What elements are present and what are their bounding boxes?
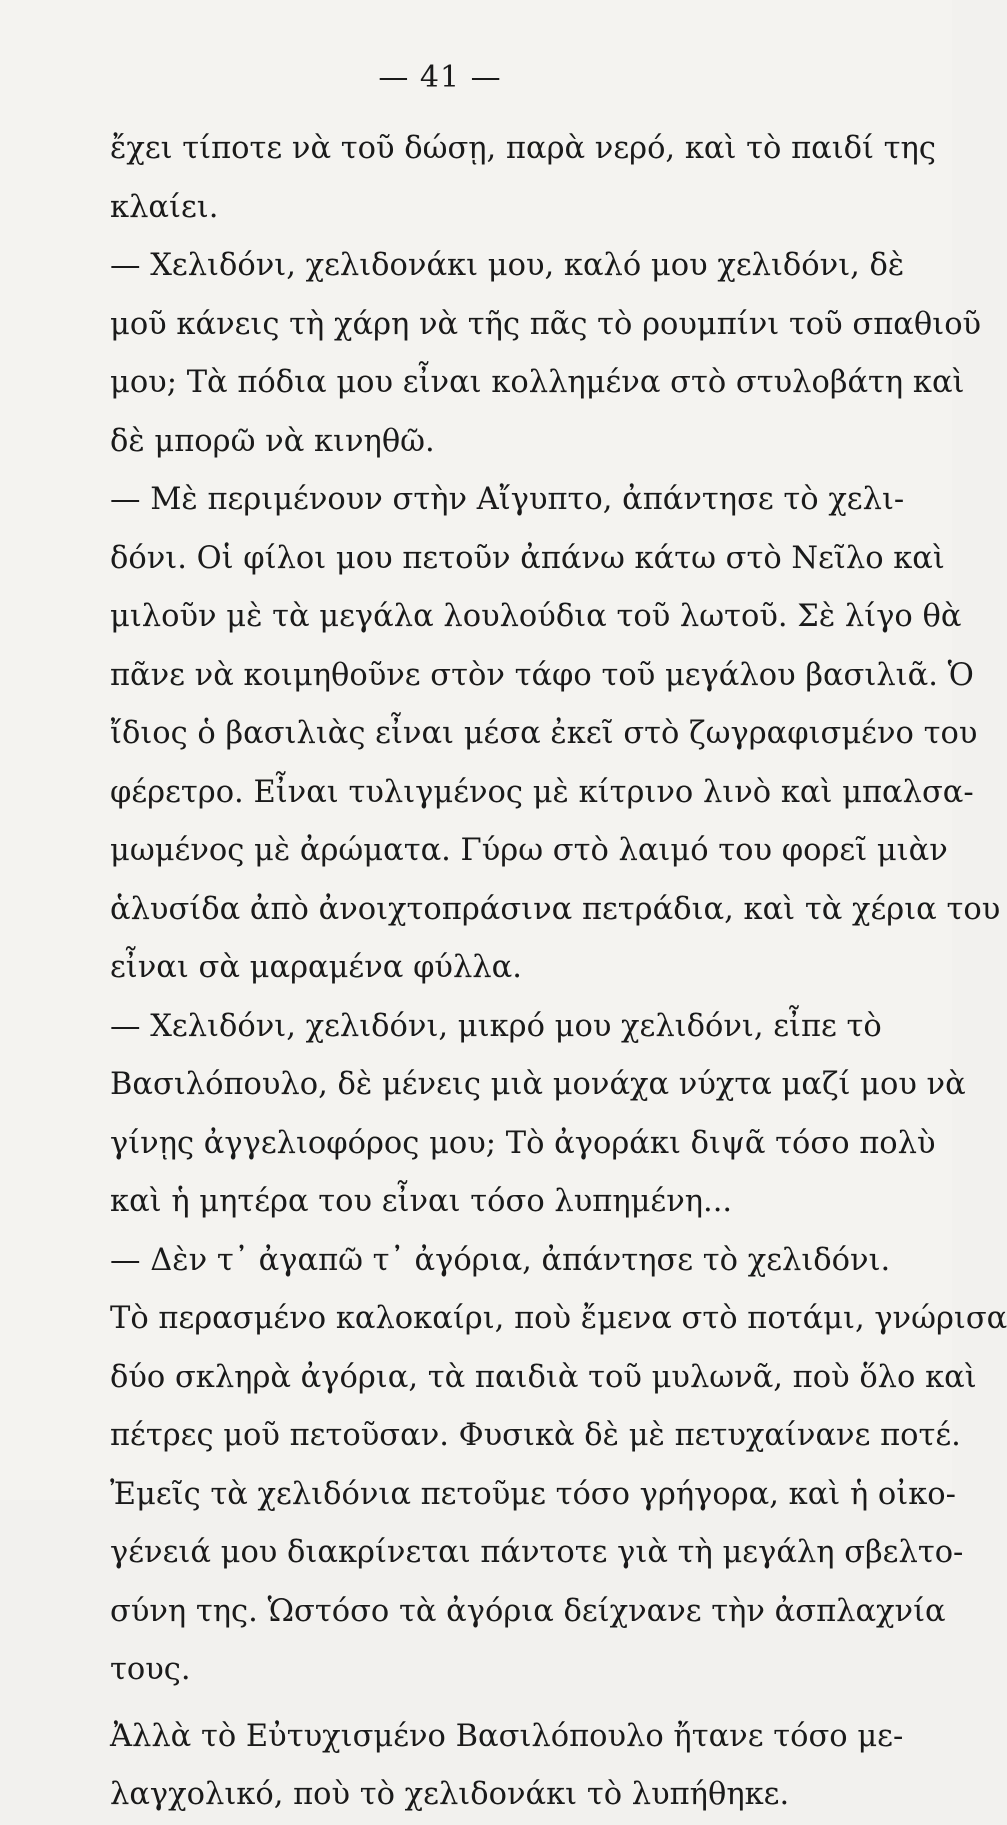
text-line: — Μὲ περιμένουν στὴν Αἴγυπτο, ἀπάντησε τὸ χελι-	[110, 482, 905, 517]
text-line: εἶναι σὰ μαραμένα φύλλα.	[110, 950, 522, 985]
text-line: ἴδιος ὁ βασιλιὰς εἶναι μέσα ἐκεῖ στὸ ζωγραφισμένο του	[110, 716, 978, 751]
text-line: δόνι. Οἱ φίλοι μου πετοῦν ἀπάνω κάτω στὸ Νεῖλο καὶ	[110, 540, 945, 576]
text-line: μοῦ κάνεις τὴ χάρη νὰ τῆς πᾶς τὸ ρουμπίνι τοῦ σπαθιοῦ	[110, 306, 982, 342]
text-line: σύνη της. Ὡστόσο τὰ ἀγόρια δείχνανε τὴν ἀσπλαχνία	[110, 1593, 946, 1629]
text-line: ἁλυσίδα ἀπὸ ἀνοιχτοπράσινα πετράδια, καὶ τὰ χέρια του	[110, 891, 1001, 927]
text-line: μιλοῦν μὲ τὰ μεγάλα λουλούδια τοῦ λωτοῦ. Σὲ λίγο θὰ	[110, 599, 962, 634]
text-line: μου; Τὰ πόδια μου εἶναι κολλημένα στὸ στυλοβάτη καὶ	[110, 365, 965, 400]
text-line: γίνῃς ἀγγελιοφόρος μου; Τὸ ἀγοράκι διψᾶ τόσο πολὺ	[110, 1125, 936, 1161]
text-line: γένειά μου διακρίνεται πάντοτε γιὰ τὴ μεγάλη σβελτο-	[110, 1535, 964, 1570]
text-line: — Χελιδόνι, χελιδόνι, μικρό μου χελιδόνι, εἶπε τὸ	[110, 1008, 882, 1044]
text-line: πᾶνε νὰ κοιμηθοῦνε στὸν τάφο τοῦ μεγάλου βασιλιᾶ. Ὁ	[110, 657, 974, 693]
text-line: Τὸ περασμένο καλοκαίρι, ποὺ ἔμενα στὸ ποτάμι, γνώρισα	[110, 1301, 1007, 1336]
text-line: κλαίει.	[110, 189, 219, 225]
text-line: — Δὲν τ᾽ ἀγαπῶ τ᾽ ἀγόρια, ἀπάντησε τὸ χελιδόνι.	[110, 1242, 891, 1278]
body-text	[110, 120, 1007, 1825]
text-line: Βασιλόπουλο, δὲ μένεις μιὰ μονάχα νύχτα μαζί μου νὰ	[110, 1067, 966, 1102]
text-line: μωμένος μὲ ἀρώματα. Γύρω στὸ λαιμό του φορεῖ μιὰν	[110, 833, 948, 868]
text-line: τους.	[110, 1652, 191, 1687]
text-line: Ἐμεῖς τὰ χελιδόνια πετοῦμε τόσο γρήγορα, καὶ ἡ οἰκο-	[110, 1476, 956, 1512]
text-line: λαγχολικό, ποὺ τὸ χελιδονάκι τὸ λυπήθηκε.	[110, 1777, 790, 1812]
text-line: δὲ μπορῶ νὰ κινηθῶ.	[110, 423, 435, 459]
text-line: φέρετρο. Εἶναι τυλιγμένος μὲ κίτρινο λινὸ καὶ μπαλσα-	[110, 774, 974, 810]
page-number: — 41 —	[378, 60, 502, 95]
text-line: δύο σκληρὰ ἀγόρια, τὰ παιδιὰ τοῦ μυλωνᾶ, ποὺ ὅλο καὶ	[110, 1359, 977, 1395]
text-line: καὶ ἡ μητέρα του εἶναι τόσο λυπημένη...	[110, 1184, 733, 1219]
text-line: πέτρες μοῦ πετοῦσαν. Φυσικὰ δὲ μὲ πετυχαίνανε ποτέ.	[110, 1418, 961, 1453]
text-line: Ἀλλὰ τὸ Εὐτυχισμένο Βασιλόπουλο ἤτανε τόσο με-	[110, 1718, 904, 1754]
text-line: ἔχει τίποτε νὰ τοῦ δώσῃ, παρὰ νερό, καὶ τὸ παιδί της	[110, 131, 936, 166]
text-line: — Χελιδόνι, χελιδονάκι μου, καλό μου χελιδόνι, δὲ	[110, 248, 905, 283]
